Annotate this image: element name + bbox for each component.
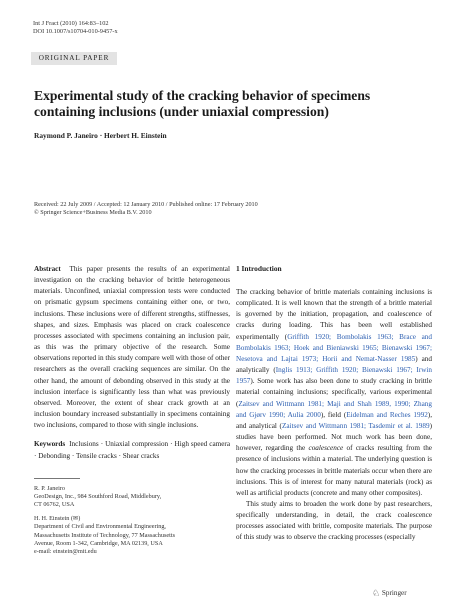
publisher-footer: [372, 588, 407, 599]
abstract: [34, 264, 230, 431]
affiliation-janeiro: [34, 485, 230, 510]
affiliation-line: Massachusetts Institute of Technology, 77 Massachusetts: [34, 531, 175, 539]
history-dates: Received: 22 July 2009 / Accepted: 12 January 2010 / Published online: 17 February 2010: [34, 201, 258, 208]
article-title: Experimental study of the cracking behavior of specimens containing inclusions (under uniaxial compression): [34, 88, 371, 119]
keywords-label: Keywords: [34, 440, 66, 449]
intro-paragraph-2: This study aims to broaden the work done by past researchers, specifically understanding, in detail, the crack coalescence processes associated with brittle, composite materials. The purpose of this study was to observe the cracking processes (especially: [236, 499, 432, 542]
journal-citation: Int J Fract (2010) 164:83–102: [33, 20, 109, 27]
springer-logo-icon: ♘: [372, 588, 381, 598]
keywords: [34, 439, 230, 461]
body-text: ), field (: [320, 410, 347, 419]
article-history: [34, 201, 258, 217]
right-column: [236, 264, 432, 544]
article-type-banner: [31, 52, 117, 65]
authors: Raymond P. Janeiro · Herbert H. Einstein: [34, 131, 167, 140]
left-column: [34, 264, 230, 556]
abstract-label: Abstract: [34, 265, 61, 273]
citation-link[interactable]: Inglis 1913; Griffith 1920; Bienawski 1967; Irwin 1957: [236, 366, 432, 386]
affiliation-line: GeoDesign, Inc., 984 Southford Road, Middlebury,: [34, 492, 162, 500]
doi[interactable]: DOI 10.1007/s10704-010-9457-x: [33, 28, 118, 36]
citation-link[interactable]: Griffith 1920; Bombolakis 1963; Brace and Bombolakis 1963; Hoek and Bieniawski 1965; Bienawski 1967; Nesetova and Lajtai 1973; Horii and Nemat-Nasser 1985: [236, 332, 432, 363]
publisher-name: Springer: [381, 589, 407, 597]
body-text: ), and analytical (: [236, 410, 432, 430]
affiliation-line: CT 06762, USA: [34, 501, 75, 509]
body-text: of cracks resulting from the presence of inclusions within a material. The underlying question is how the cracking processes in brittle materials occur when there are inclusions. This is of interest for many natural materials (rock) as well as artificial products (concrete and many other composites).: [236, 444, 432, 497]
email-link[interactable]: e-mail: einstein@mit.edu: [34, 548, 97, 556]
affiliation-line: H. H. Einstein (✉): [34, 515, 81, 523]
body-text: ). Some work has also been done to study cracking in brittle material containing inclusions; specifically, various experimental (: [236, 377, 432, 408]
affiliation-line: Avenue, Room 1-342, Cambridge, MA 02139, USA: [34, 539, 163, 547]
intro-paragraph-1: [236, 287, 432, 499]
affiliation-divider: [34, 478, 80, 479]
citation-link[interactable]: Eidelman and Reches 1992: [346, 410, 428, 419]
copyright: © Springer Science+Business Media B.V. 2010: [34, 209, 152, 216]
journal-header: [33, 20, 118, 36]
affiliation-line: Department of Civil and Environmental Engineering,: [34, 523, 166, 531]
body-text: ) studies have been performed. Not much work has been done, however, regarding the: [236, 421, 432, 453]
affiliation-einstein: [34, 515, 230, 556]
body-text: The cracking behavior of brittle materials containing inclusions is complicated. It is well known that the strength of a brittle material is governed by the initiation, propagation, and coalescence of cracks during loading. This has been well established experimentally (: [236, 288, 432, 341]
section-heading: 1 Introduction: [236, 264, 282, 273]
citation-link[interactable]: Zaitsev and Wittmann 1981; Maji and Shah 1989, 1990; Zhang and Gjørv 1990; Aulia 2000: [236, 399, 432, 419]
abstract-text: This paper presents the results of an experimental investigation on the cracking behavior of brittle heterogeneous materials. Unconfined, uniaxial compression tests were conducted on prismatic gypsum specimens containing either one, or two, inclusions. These inclusions were of different strengths, stiffnesses, shapes, and sizes. Emphasis was placed on crack coalescence processes associated with specimens containing an inclusion pair, as this was the primary objective of the research. Some observations reported in this study compare well with those of other researchers as the overall cracking sequences are similar. On the other hand, the amount of debonding observed in this study at the inclusion interface is significantly less than what was previously observed. Moreover, the extent of shear crack growth at an inclusion boundary increased substantially in specimens containing two inclusions, compared to those with single inclusions.: [34, 265, 230, 430]
emphasis-text: coalescence: [308, 444, 344, 453]
article-type-label: ORIGINAL PAPER: [38, 54, 110, 62]
body-text: ) and analytically (: [236, 354, 432, 375]
affiliation-line: R. P. Janeiro: [34, 484, 65, 492]
citation-link[interactable]: Zaitsev and Wittmann 1981; Tasdemir et al. 1989: [281, 421, 430, 430]
keywords-text: Inclusions · Uniaxial compression · High speed camera · Debonding · Tensile cracks · Shear cracks: [34, 440, 231, 460]
